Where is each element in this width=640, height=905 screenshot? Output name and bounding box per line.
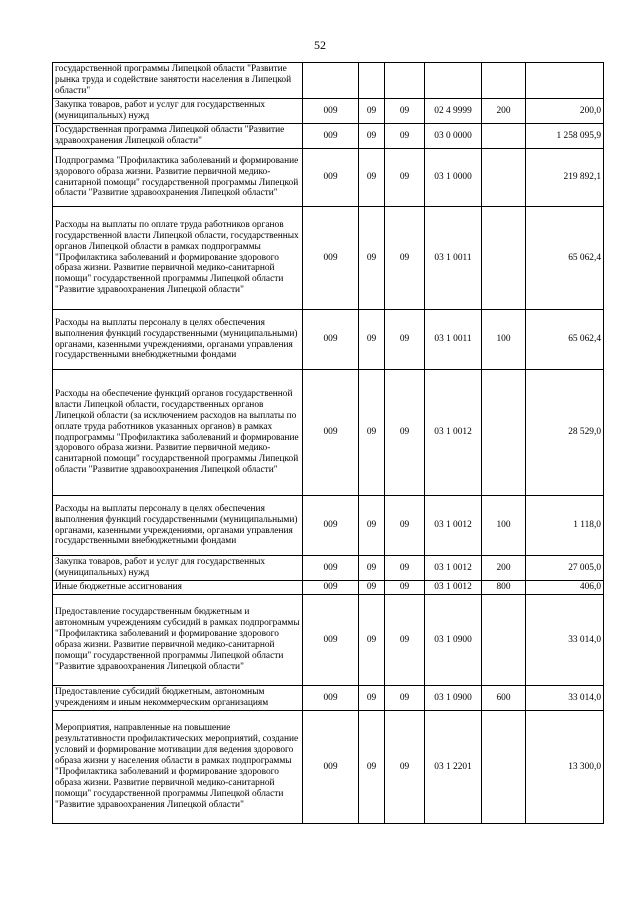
row-subsection-code: 09 <box>385 310 425 370</box>
row-subsection-code: 09 <box>385 556 425 581</box>
row-ministry-code: 009 <box>303 124 359 149</box>
row-amount: 219 892,1 <box>526 149 604 207</box>
row-subsection-code: 09 <box>385 711 425 824</box>
row-expense-type-code: 200 <box>482 99 526 124</box>
table-row <box>53 556 604 581</box>
row-target-code: 03 1 0012 <box>425 556 482 581</box>
row-amount: 28 529,0 <box>526 370 604 496</box>
row-section-code: 09 <box>359 556 385 581</box>
table-row <box>53 711 604 824</box>
row-amount: 13 300,0 <box>526 711 604 824</box>
table-row <box>53 99 604 124</box>
row-expense-type-code <box>482 207 526 310</box>
row-target-code: 03 1 0900 <box>425 595 482 686</box>
row-expense-type-code <box>482 149 526 207</box>
row-ministry-code <box>303 63 359 99</box>
row-subsection-code: 09 <box>385 149 425 207</box>
table-row <box>53 370 604 496</box>
row-section-code: 09 <box>359 149 385 207</box>
row-name: Закупка товаров, работ и услуг для государственных (муниципальных) нужд <box>53 556 303 581</box>
row-amount: 65 062,4 <box>526 207 604 310</box>
row-target-code: 03 1 0011 <box>425 310 482 370</box>
row-expense-type-code: 100 <box>482 496 526 556</box>
row-target-code: 03 1 0000 <box>425 149 482 207</box>
row-ministry-code: 009 <box>303 310 359 370</box>
row-name: Расходы на обеспечение функций органов государственной власти Липецкой области, государственных органов Липецкой области (за исключением расходов на выплаты по оплате труда работников указанных органов) в рамках подпрограммы "Профилактика заболеваний и формирование здорового образа жизни. Развитие первичной медико-санитарной помощи" государственной программы Липецкой области "Развитие здравоохранения Липецкой области" <box>53 370 303 496</box>
budget-table <box>52 62 604 824</box>
row-target-code: 03 1 0900 <box>425 686 482 711</box>
row-expense-type-code <box>482 370 526 496</box>
table-row <box>53 496 604 556</box>
row-ministry-code: 009 <box>303 149 359 207</box>
row-ministry-code: 009 <box>303 595 359 686</box>
row-ministry-code: 009 <box>303 370 359 496</box>
row-subsection-code: 09 <box>385 496 425 556</box>
row-section-code: 09 <box>359 310 385 370</box>
row-amount: 33 014,0 <box>526 595 604 686</box>
row-subsection-code: 09 <box>385 99 425 124</box>
row-amount <box>526 63 604 99</box>
row-name: Расходы на выплаты персоналу в целях обеспечения выполнения функций государственными (муниципальными) органами, казенными учреждениями, органами управления государственными внебюджетными фондами <box>53 310 303 370</box>
row-section-code: 09 <box>359 581 385 595</box>
page-number: 52 <box>314 38 326 52</box>
row-section-code: 09 <box>359 207 385 310</box>
row-name: Расходы на выплаты по оплате труда работников органов государственной власти Липецкой области, государственных органов Липецкой области в рамках подпрограммы "Профилактика заболеваний и формирование здорового образа жизни. Развитие первичной медико-санитарной помощи" государственной программы Липецкой области "Развитие здравоохранения Липецкой области" <box>53 207 303 310</box>
row-ministry-code: 009 <box>303 496 359 556</box>
table-row <box>53 207 604 310</box>
row-ministry-code: 009 <box>303 581 359 595</box>
row-name: Мероприятия, направленные на повышение результативности профилактических мероприятий, создание условий и формирование мотивации для ведения здорового образа жизни у населения области в рамках подпрограммы "Профилактика заболеваний и формирование здорового образа жизни. Развитие первичной медико-санитарной помощи" государственной программы Липецкой области "Развитие здравоохранения Липецкой области" <box>53 711 303 824</box>
row-subsection-code: 09 <box>385 581 425 595</box>
row-ministry-code: 009 <box>303 686 359 711</box>
row-ministry-code: 009 <box>303 99 359 124</box>
table-row <box>53 595 604 686</box>
row-section-code: 09 <box>359 496 385 556</box>
row-subsection-code: 09 <box>385 370 425 496</box>
table-row <box>53 63 604 99</box>
table-row <box>53 581 604 595</box>
row-amount: 27 005,0 <box>526 556 604 581</box>
row-subsection-code: 09 <box>385 686 425 711</box>
table-row <box>53 310 604 370</box>
row-amount: 200,0 <box>526 99 604 124</box>
row-section-code <box>359 63 385 99</box>
row-subsection-code <box>385 63 425 99</box>
row-name: Подпрограмма "Профилактика заболеваний и формирование здорового образа жизни. Развитие первичной медико-санитарной помощи" государственной программы Липецкой области "Развитие здравоохранения Липецкой области" <box>53 149 303 207</box>
row-section-code: 09 <box>359 99 385 124</box>
row-name: Предоставление субсидий бюджетным, автономным учреждениям и иным некоммерческим организациям <box>53 686 303 711</box>
row-expense-type-code <box>482 595 526 686</box>
row-expense-type-code: 600 <box>482 686 526 711</box>
row-section-code: 09 <box>359 370 385 496</box>
row-ministry-code: 009 <box>303 711 359 824</box>
row-target-code: 02 4 9999 <box>425 99 482 124</box>
table-row <box>53 124 604 149</box>
row-target-code: 03 1 0012 <box>425 370 482 496</box>
row-ministry-code: 009 <box>303 207 359 310</box>
row-section-code: 09 <box>359 711 385 824</box>
row-amount: 1 258 095,9 <box>526 124 604 149</box>
row-name: Расходы на выплаты персоналу в целях обеспечения выполнения функций государственными (муниципальными) органами, казенными учреждениями, органами управления государственными внебюджетными фондами <box>53 496 303 556</box>
row-target-code: 03 1 0012 <box>425 496 482 556</box>
row-subsection-code: 09 <box>385 207 425 310</box>
row-section-code: 09 <box>359 124 385 149</box>
row-expense-type-code <box>482 711 526 824</box>
row-expense-type-code <box>482 63 526 99</box>
row-expense-type-code: 800 <box>482 581 526 595</box>
row-name: государственной программы Липецкой области "Развитие рынка труда и содействие занятости населения в Липецкой области" <box>53 63 303 99</box>
row-section-code: 09 <box>359 686 385 711</box>
row-expense-type-code: 100 <box>482 310 526 370</box>
row-ministry-code: 009 <box>303 556 359 581</box>
row-subsection-code: 09 <box>385 595 425 686</box>
table-row <box>53 149 604 207</box>
row-name: Государственная программа Липецкой области "Развитие здравоохранения Липецкой области" <box>53 124 303 149</box>
table-row <box>53 686 604 711</box>
row-section-code: 09 <box>359 595 385 686</box>
row-name: Иные бюджетные ассигнования <box>53 581 303 595</box>
row-expense-type-code <box>482 124 526 149</box>
row-target-code: 03 0 0000 <box>425 124 482 149</box>
row-expense-type-code: 200 <box>482 556 526 581</box>
row-target-code: 03 1 2201 <box>425 711 482 824</box>
row-amount: 1 118,0 <box>526 496 604 556</box>
row-name: Закупка товаров, работ и услуг для государственных (муниципальных) нужд <box>53 99 303 124</box>
row-target-code: 03 1 0012 <box>425 581 482 595</box>
row-subsection-code: 09 <box>385 124 425 149</box>
row-amount: 406,0 <box>526 581 604 595</box>
row-target-code: 03 1 0011 <box>425 207 482 310</box>
row-amount: 33 014,0 <box>526 686 604 711</box>
row-target-code <box>425 63 482 99</box>
row-name: Предоставление государственным бюджетным и автономным учреждениям субсидий в рамках подпрограммы "Профилактика заболеваний и формирование здорового образа жизни. Развитие первичной медико-санитарной помощи" государственной программы Липецкой области "Развитие здравоохранения Липецкой области" <box>53 595 303 686</box>
row-amount: 65 062,4 <box>526 310 604 370</box>
